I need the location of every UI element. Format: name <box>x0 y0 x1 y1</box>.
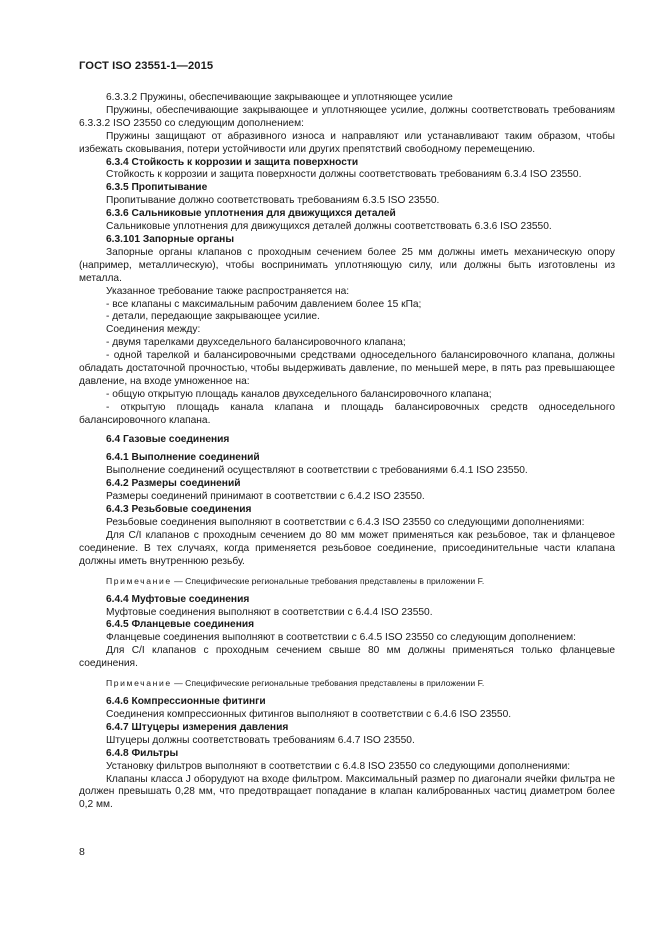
section-heading: 6.4.6 Компрессионные фитинги <box>106 696 266 708</box>
paragraph: Сальниковые уплотнения для движущихся деталей должны соответствовать 6.3.6 ISO 23550. <box>106 221 552 233</box>
paragraph: Указанное требование также распространяется на: <box>106 285 350 297</box>
note-text: — Специфические региональные требования представлены в приложении F. <box>174 575 485 586</box>
paragraph: Соединения между: <box>106 324 201 336</box>
paragraph: Для C/I клапанов с проходным сечением до 80 мм может применяться как резьбовое, так и фланцевое соединение. В тех случаях, когда применяется резьбовое соединение, присоединительные части клапана должны иметь внутреннюю резьбу. <box>79 529 615 567</box>
document-body <box>79 92 615 812</box>
paragraph: Муфтовые соединения выполняют в соответствии с 6.4.4 ISO 23550. <box>106 606 433 618</box>
section-heading: 6.4.5 Фланцевые соединения <box>106 619 255 631</box>
list-item: - открытую площадь канала клапана и площадь балансировочных средств односедельного балансировочного клапана. <box>79 401 615 426</box>
document-header: ГОСТ ISO 23551-1—2015 <box>79 60 214 72</box>
paragraph: Клапаны класса J оборудуют на входе фильтром. Максимальный размер по диагонали ячейки фильтра не должен превышать 0,28 мм, что предотвращает попадание в клапан калиброванных частиц диаметром более 0,2 мм. <box>79 773 615 811</box>
paragraph: Штуцеры должны соответствовать требованиям 6.4.7 ISO 23550. <box>106 734 415 746</box>
paragraph: Для C/I клапанов с проходным сечением свыше 80 мм должны применяться только фланцевые соединения. <box>79 645 615 670</box>
section-heading: 6.4 Газовые соединения <box>106 433 230 445</box>
section-heading: 6.3.4 Стойкость к коррозии и защита поверхности <box>106 156 359 168</box>
section-heading: 6.3.101 Запорные органы <box>106 233 235 245</box>
paragraph: Пружины, обеспечивающие закрывающее и уплотняющее усилие, должны соответствовать требованиям 6.3.3.2 ISO 23550 со следующим дополнением: <box>79 104 615 129</box>
section-heading: 6.4.2 Размеры соединений <box>106 478 241 490</box>
note-label: Примечание <box>106 678 172 689</box>
section-heading: 6.4.8 Фильтры <box>106 747 179 759</box>
section-heading: 6.4.1 Выполнение соединений <box>106 452 260 464</box>
paragraph: Пропитывание должно соответствовать требованиям 6.3.5 ISO 23550. <box>106 195 440 207</box>
section-heading: 6.4.3 Резьбовые соединения <box>106 504 252 516</box>
paragraph: Фланцевые соединения выполняют в соответствии с 6.4.5 ISO 23550 со следующим дополнением: <box>106 632 576 644</box>
section-heading: 6.4.4 Муфтовые соединения <box>106 593 250 605</box>
note-text: — Специфические региональные требования представлены в приложении F. <box>174 678 485 689</box>
page-number: 8 <box>79 846 85 858</box>
paragraph: Соединения компрессионных фитингов выполняют в соответствии с 6.4.6 ISO 23550. <box>106 708 512 720</box>
list-item: - двумя тарелками двухседельного балансировочного клапана; <box>106 337 406 349</box>
section-heading: 6.4.7 Штуцеры измерения давления <box>106 721 289 733</box>
paragraph: 6.3.3.2 Пружины, обеспечивающие закрывающее и уплотняющее усилие <box>106 92 453 103</box>
section-heading: 6.3.5 Пропитывание <box>106 182 208 194</box>
list-item: - общую открытую площадь каналов двухседельного балансировочного клапана; <box>106 388 492 400</box>
paragraph: Запорные органы клапанов с проходным сечением более 25 мм должны иметь механическую опору (например, металлическую), чтобы воспринимать уплотняющую силу, или должны быть изготовлены из металла. <box>79 246 615 284</box>
list-item: - одной тарелкой и балансировочными средствами односедельного балансировочного клапана, должны обладать достаточной прочностью, чтобы выдерживать давление, по меньшей мере, в пять раз превышающее давление, на входе умноженное на: <box>79 350 615 387</box>
note-label: Примечание <box>106 575 172 586</box>
note <box>79 576 615 587</box>
note <box>79 678 615 689</box>
paragraph: Пружины защищают от абразивного износа и направляют или устанавливают таким образом, чтобы избежать сковывания, потери устойчивости или других препятствий свободному перемещению. <box>79 130 615 155</box>
list-item: - все клапаны с максимальным рабочим давлением более 15 кПа; <box>106 298 422 310</box>
paragraph: Выполнение соединений осуществляют в соответствии с требованиями 6.4.1 ISO 23550. <box>106 465 528 477</box>
list-item: - детали, передающие закрывающее усилие. <box>106 311 320 323</box>
section-heading: 6.3.6 Сальниковые уплотнения для движущихся деталей <box>106 208 396 220</box>
paragraph: Установку фильтров выполняют в соответствии с 6.4.8 ISO 23550 со следующими дополнениями: <box>106 760 571 772</box>
paragraph: Размеры соединений принимают в соответствии с 6.4.2 ISO 23550. <box>106 491 425 503</box>
paragraph: Резьбовые соединения выполняют в соответствии с 6.4.3 ISO 23550 со следующими дополнениями: <box>106 517 585 528</box>
paragraph: Стойкость к коррозии и защита поверхности должны соответствовать требованиям 6.3.4 ISO 23550. <box>106 169 582 181</box>
